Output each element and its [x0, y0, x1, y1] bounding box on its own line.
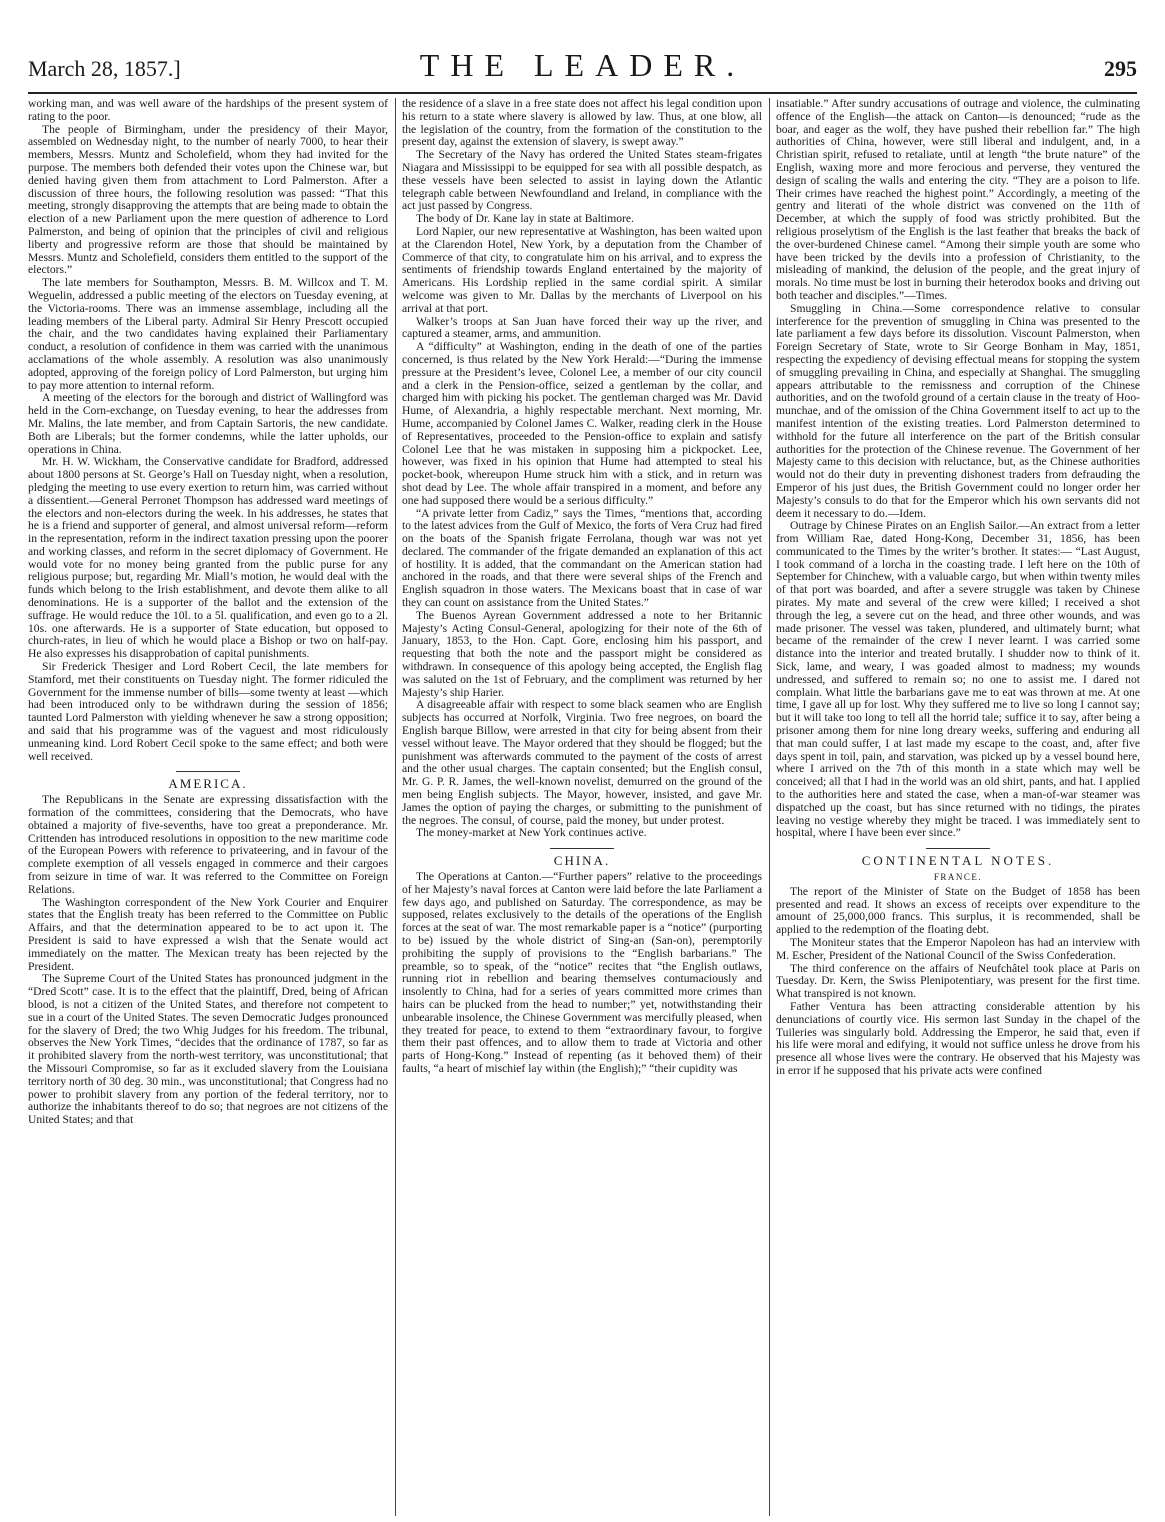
- paragraph: The third conference on the affairs of Neufchâtel took place at Paris on Tuesday. Dr. Kern, the Swiss Plenipotentiary, was present for the first time. What transpired is not known.: [776, 961, 1140, 1001]
- column-2: [402, 98, 762, 1516]
- paragraph: The money-market at New York continues active.: [416, 826, 647, 840]
- paragraph: Walker’s troops at San Juan have forced their way up the river, and captured a steamer, arms, and ammunition.: [402, 314, 762, 341]
- paragraph: The report of the Minister of State on the Budget of 1858 has been presented and read. It shows an excess of receipts over expenditure to the amount of 25,000,000 francs. This surplus, it is recommended, shall be applied to the redemption of the floating debt.: [776, 884, 1140, 937]
- paragraph: The Republicans in the Senate are expressing dissatisfaction with the formation of the committees, considering that the Democrats, who have obtained a majority of five-sevenths, have too great a preponderance. Mr. Crittenden has introduced resolutions in opposition to the new maritime code of the European Powers with reference to privateering, and in favour of the complete exemption of all vessels engaged in commerce and their cargoes from seizure in time of war. It was referred to the Committee on Foreign Relations.: [28, 793, 388, 896]
- paragraph: Smuggling in China.—Some correspondence relative to consular interference for the prevention of smuggling in China was presented to the late parliament a few days before its dissolution. Viscount Palmerston, when Foreign Secretary of State, wrote to Sir George Bonham in May, 1851, respecting the expediency of devising effectual means for stopping the system of smuggling prevailing in China, and especially at Shanghai. The smuggling appears attributable to the remissness and corruption of the Chinese authorities, and on the twofold ground of a certain clause in the treaty of Hoo-munchae, and of the omission of the China Government itself to act up to the manifest intention of the existing treaties. Lord Palmerston determined to withhold for the future all interference on the part of the British consular authorities for the protection of the Chinese revenue. The Government of her Majesty came to this decision with reluctance, but, as the Chinese authorities would not do their duty in preventing dishonest traders from defrauding the Emperor of his just dues, the British Government could no longer order her Majesty’s consuls to do that for the Emperor which his own servants did not deem it necessary to do.—Idem.: [776, 301, 1140, 520]
- section-rule: [926, 848, 990, 849]
- paragraph: The Buenos Ayrean Government addressed a note to her Britannic Majesty’s Acting Consul-General, apologizing for their note of the 6th of January, 1853, to the Hon. Capt. Gore, enclosing him his passport, and requesting that both the note and the passport might be considered as withdrawn. In consequence of this apology being accepted, the English flag was saluted on the 1st of February, and the compliment was returned by her Majesty’s ship Harier.: [402, 608, 762, 699]
- paragraph: Father Ventura has been attracting considerable attention by his denunciations of courtly vice. His sermon last Sunday in the chapel of the Tuileries was singularly bold. Addressing the Emperor, he said that, even if his life were moral and edifying, it would not suffice unless he drove from his presence all whose lives were the contrary. He observed that his Majesty was in error if he supposed that his private acts were confined: [776, 999, 1140, 1077]
- paragraph: Mr. H. W. Wickham, the Conservative candidate for Bradford, addressed about 1800 persons at St. George’s Hall on Tuesday night, when a resolution, pledging the meeting to use every exertion to return him, was carried without a dissentient.—General Perronet Thompson has addressed ward meetings of the electors and non-electors during the week. In his addresses, he states that he is a friend and supporter of general, and almost universal reform—reform in the representation, reform in the indirect taxation pressing upon the poorer and working classes, and reform in the secret diplomacy of Government. He would vote for no money being granted from the public purse for any religious purpose; but, regarding Mr. Miall’s motion, he would deal with the funds which belong to the Irish establishment, and devote them alike to all denominations. He is a supporter of the ballot and the extension of the suffrage. He would reduce the 10l. to a 5l. qualification, and even go to a 2l. 10s. one afterwards. He is a supporter of State education, but opposed to church-rates, in lieu of which he would place a Bishop or two on half-pay. He also expresses his disapprobation of capital punishments.: [28, 455, 388, 661]
- masthead-rule: [28, 92, 1137, 94]
- paragraph: the residence of a slave in a free state does not affect his legal condition upon his return to a state where slavery is allowed by law. Thus, at one blow, all the legislation of the country, from the formation of the constitution to the present day, against the extension of slavery, is swept away.”: [402, 98, 762, 149]
- paragraph: insatiable.” After sundry accusations of outrage and violence, the culminating offence of the English—the attack on Canton—is denounced; “rude as the boar, and eager as the wolf, they have pushed their rebellion far.” The high authorities of China, however, were still liberal and indulgent, and, in a Christian spirit, refused to retaliate, until at length “the brute nature” of the English, waxing more and more ferocious and perverse, they ventured the design of scaling the walls and entering the city. “They are a poison to life. Their crimes have reached the highest point.” Accordingly, a meeting of the gentry and literati of the whole district was convened on the 11th of December, at which the supply of food was strictly prohibited. But the religious proselytism of the English is the last feather that breaks the back of the over-burdened Chinese camel. “Among their simple youth are some who have been tricked by the devils into a profession of Christianity, to the misleading of mankind, the delusion of the people, and the great injury of morals. No time must be lost in burning their heterodox books and driving out both teacher and disciples.”—Times.: [776, 98, 1140, 302]
- masthead: [28, 46, 1137, 86]
- paragraph: The Moniteur states that the Emperor Napoleon has had an interview with M. Escher, President of the National Council of the Swiss Confederation.: [776, 936, 1140, 962]
- paragraph: The Operations at Canton.—“Further papers” relative to the proceedings of her Majesty’s naval forces at Canton were laid before the late Parliament a few days ago, and published on Saturday. The correspondence, as may be supposed, relates exclusively to the details of the operations of the English forces at the seat of war. The most remarkable paper is a “notice” (purporting to be) issued by the whole district of Sing-an (San-on), peremptorily prohibiting the supply of provisions to the “English barbarians.” The preamble, so to speak, of the “notice” recites that “the English outlaws, running riot in rebellion and bearing themselves contumaciously and insolently to China, had for a series of years committed more crimes than hairs can be plucked from the head to number;” yet, notwithstanding their unbearable insolence, the Chinese Government was mercifully pleased, when they treated for peace, to extend to them “extraordinary favour, to forgive them their past offences, and to allow them to trade at Victoria and other parts of Hong-Kong.” Instead of repenting (as it behoved them) of their faults, “a heart of mischief lay within (the English);” “their cupidity was: [402, 870, 762, 1075]
- paragraph: Lord Napier, our new representative at Washington, has been waited upon at the Clarendon Hotel, New York, by a deputation from the Chamber of Commerce of that city, to congratulate him on his arrival, and to express the sentiments of friendship towards England entertained by the majority of Americans. His Lordship replied in the same cordial spirit. A similar welcome was given to Mr. Dallas by the merchants of Liverpool on his arrival at that port.: [402, 224, 762, 315]
- paragraph: The people of Birmingham, under the presidency of their Mayor, assembled on Wednesday night, to the number of nearly 7000, to hear their members, Messrs. Muntz and Scholefield, whom they had invited for the purpose. The members both defended their votes upon the Chinese war, but denied having given them from attachment to Lord Palmerston. After a discussion of three hours, the following resolution was passed: “That this meeting, strongly disapproving the attempts that are being made to obtain the election of a new Parliament upon the mere question of adherence to Lord Palmerston, and being of opinion that the principles of civil and religious liberty and progressive reform are those that should be maintained by Messrs. Muntz and Scholefield, considers them entitled to the support of the electors.”: [28, 122, 388, 277]
- paragraph: A “difficulty” at Washington, ending in the death of one of the parties concerned, is thus related by the New York Herald:—“During the immense pressure at the President’s levee, Colonel Lee, a member of our city council and a clerk in the Pension-office, seized a gentleman by the collar, and charged him with picking his pocket. The gentleman charged was Mr. David Hume, of Alexandria, a highly respectable merchant. Next morning, Mr. Hume, accompanied by Colonel James C. Walker, reading clerk in the House of Representatives, proceeded to the Pension-office to explain and satisfy Colonel Lee that he was mistaken in supposing him a pickpocket. Lee, however, was fixed in his opinion that Hume had attempted to steal his pocket-book, whereupon Hume struck him with a stick, and in return was shot dead by Lee. The whole affair transpired in a moment, and before any one had supposed there would be a serious difficulty.”: [402, 340, 762, 507]
- paragraph: Sir Frederick Thesiger and Lord Robert Cecil, the late members for Stamford, met their constituents on Tuesday night. The former ridiculed the Government for the immense number of bills—some twenty at least —which had been introduced only to be withdrawn during the session of 1856; taunted Lord Palmerston with yielding whenever he saw a strong opposition; and said that his programme was of the vaguest and most ridiculously unmeaning kind. Lord Robert Cecil spoke to the same effect; and both were well received.: [28, 660, 388, 763]
- issue-date: March 28, 1857.]: [28, 56, 181, 81]
- section-heading-continental-notes: CONTINENTAL NOTES.: [861, 853, 1055, 869]
- column-divider: [769, 98, 770, 1516]
- section-heading-china: CHINA.: [553, 853, 611, 869]
- paragraph: Outrage by Chinese Pirates on an English Sailor.—An extract from a letter from William Rae, dated Hong-Kong, December 31, 1856, has been communicated to the Times by the writer’s brother. It states:— “Last August, I took command of a lorcha in the coasting trade. I left here on the 10th of September for Chinchew, with a valuable cargo, but when within twenty miles of that port was boarded, and after a severe struggle was taken by Chinese pirates. My mate and several of the crew were killed; I received a shot through the leg, a severe cut on the head, and three other wounds, and was made prisoner. The vessel was taken, plundered, and ultimately burnt; what became of the remainder of the crew I never learnt. I was carried some distance into the interior and treated brutally. I shudder now to think of it. Sick, lame, and weary, I was goaded almost to madness; my wounds undressed, and suffered to remain so; no one to assist me. I dared not complain. What little the barbarians gave me to eat was thrown at me. At one time, I gave all up for lost. Why they suffered me to live so long I cannot say; but it will take too long to tell all the horrid tale; suffice it to say, after being a prisoner among them for nine long dreary weeks, suffering and enduring all that man could suffer, I at last made my escape to the coast, and, after five days spent in toil, pain, and starvation, was picked up by a vessel bound here, where I arrived on the 7th of this month in a state which may well be conceived; all that I had in the world was an old shirt, pants, and hat. I applied to the authorities here and stated the case, when a man-of-war steamer was dispatched up the coast, but has since returned with no tidings, the pirates leaving no vestige whereby they might be traced. I was immediately sent to hospital, where I have been ever since.”: [776, 519, 1140, 840]
- column-divider: [395, 98, 396, 1516]
- page-number: 295: [1104, 56, 1137, 81]
- paragraph: The Supreme Court of the United States has pronounced judgment in the “Dred Scott” case. It is to the effect that the plaintiff, Dred, being of African blood, is not a citizen of the United States, and therefore not competent to sue in a court of the United States. The seven Democratic Judges pronounced for the slavery of Dred; the two Whig Judges for his freedom. The tribunal, observes the New York Times, “decides that the ordinance of 1787, so far as it prohibited slavery from the north-west territory, was unconstitutional; that the Missouri Compromise, so far as it excluded slavery from the Louisiana territory north of 30 deg. 30 min., was unconstitutional; that Congress had no power to prohibit slavery from any portion of the federal territory, nor to authorize the inhabitants thereof to do so; that negroes are not citizens of the United States; and that: [28, 972, 388, 1127]
- paragraph: The body of Dr. Kane lay in state at Baltimore.: [416, 212, 634, 226]
- newspaper-title: THE LEADER.: [419, 47, 746, 83]
- paragraph: working man, and was well aware of the hardships of the present system of rating to the poor.: [28, 98, 388, 123]
- paragraph: “A private letter from Cadiz,” says the Times, “mentions that, according to the latest advices from the Gulf of Mexico, the forts of Vera Cruz had fired on the boats of the Spanish frigate Ferrolana, though war was not yet declared. The commander of the frigate demanded an explanation of this act of hostility. It is added, that the commandant on the American station had anchored in the roads, and that there were several ships of the French and English squadron in those waters. The Mexicans boast that in case of war they can count on assistance from the United States.”: [402, 506, 762, 610]
- column-1: [28, 98, 388, 1516]
- section-rule: [550, 848, 614, 849]
- article-columns: [28, 98, 1140, 1516]
- paragraph: A meeting of the electors for the borough and district of Wallingford was held in the Corn-exchange, on Tuesday evening, to hear the addresses from Mr. Malins, the late member, and from Captain Sartoris, the new candidate. Both are Liberals; but the former condemns, while the latter upholds, our operations in China.: [28, 391, 388, 456]
- paragraph: The late members for Southampton, Messrs. B. M. Willcox and T. M. Weguelin, addressed a public meeting of the electors on Tuesday evening, at the Victoria-rooms. There was an immense assemblage, including all the leading members of the Liberal party. Admiral Sir Henry Prescott occupied the chair, and the two candidates having explained their Parliamentary conduct, a resolution of confidence in them was carried with the unanimous acclamations of the whole assembly. A resolution was also unanimously adopted, approving of the foreign policy of Lord Palmerston, but urging him to pay more attention to internal reform.: [28, 276, 388, 392]
- column-3: [776, 98, 1140, 1516]
- section-heading-america: AMERICA.: [168, 776, 248, 792]
- subheading-france: FRANCE.: [933, 872, 983, 883]
- paragraph: A disagreeable affair with respect to some black seamen who are English subjects has occurred at Norfolk, Virginia. Two free negroes, on board the English barque Billow, were arrested in that city for being absent from their vessel without leave. The Mayor ordered that they should be flogged; but the punishment was afterwards commuted to the payment of the costs of arrest and the other usual charges. The captain consented; but the English consul, Mr. G. P. R. James, the well-known novelist, demurred on the ground of the men being English subjects. The Mayor, however, insisted, and gave Mr. James the option of paying the charges, or submitting to the punishment of the negroes. The consul, of course, paid the money, but under protest.: [402, 698, 762, 827]
- paragraph: The Secretary of the Navy has ordered the United States steam-frigates Niagara and Mississippi to be equipped for sea with all possible despatch, as these vessels have been selected to assist in laying down the Atlantic telegraph cable between Newfoundland and Ireland, in compliance with the act just passed by Congress.: [402, 148, 762, 213]
- section-rule: [176, 771, 240, 772]
- paragraph: The Washington correspondent of the New York Courier and Enquirer states that the English treaty has been referred to the Committee on Public Affairs, and that the determination appeared to be to act upon it. The President is said to have expressed a wish that the Senate would act immediately on the matter. The Mexican treaty has been rejected by the President.: [28, 895, 388, 973]
